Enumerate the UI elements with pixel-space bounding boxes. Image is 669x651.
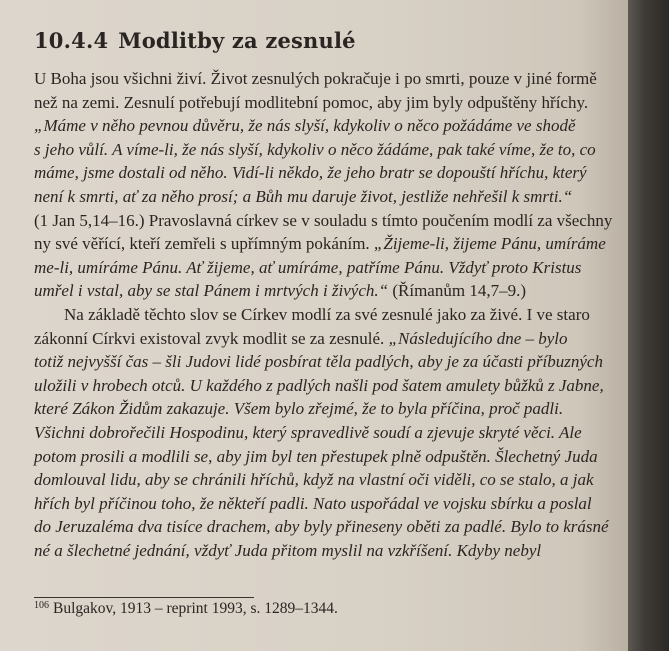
quoted-scripture: hřích byl příčinou toho, že někteří padli. Nato uspořádal ve vojsku sbírku a poslal	[34, 493, 592, 513]
text-line	[34, 138, 628, 162]
footnote-number: 106	[34, 600, 49, 611]
book-gutter-shadow	[628, 0, 669, 651]
quoted-scripture: „Žijeme-li, žijeme Pánu, umíráme	[373, 234, 606, 254]
quoted-scripture: me-li, umíráme Pánu. Ať žijeme, ať umíráme, patříme Pánu. Vždyť proto Kristus	[34, 257, 582, 277]
body-text	[34, 67, 628, 562]
quoted-scripture: né a šlechetné jednání, vždyť Juda přitom myslil na vzkříšení. Kdyby nebyl	[34, 540, 542, 560]
quoted-scripture: máme, jsme dostali od něho. Vidí-li někdo, že jeho bratr se dopouští hříchu, který	[34, 163, 587, 183]
quoted-scripture: do Jeruzaléma dva tisíce drachem, aby byly přineseny oběti za padlé. Bylo to krásné	[34, 517, 609, 537]
quoted-scripture: uložili v hrobech otců. U každého z padlých našli pod šatem amulety bůžků z Jabne,	[34, 375, 604, 395]
quoted-scripture: které Zákon Židům zakazuje. Všem bylo zřejmé, že to byla příčina, proč padli.	[34, 399, 564, 419]
text-line	[34, 114, 628, 138]
text-line	[34, 161, 628, 185]
footnote-divider	[34, 597, 254, 598]
quoted-scripture: umřel i vstal, aby se stal Pánem i mrtvých i živých.“	[34, 281, 389, 301]
text-run: (1 Jan 5,14–16.) Pravoslavná církev se v souladu s tímto poučením modlí za všechny	[34, 210, 613, 230]
footnote	[34, 600, 338, 618]
text-line	[34, 350, 628, 374]
quoted-scripture: domlouval lidu, aby se chránili hříchů, když na vlastní oči viděli, co se stalo, a jak	[34, 470, 594, 490]
text-line	[34, 209, 628, 233]
text-line	[34, 468, 628, 492]
section-number: 10.4.4	[34, 28, 109, 53]
text-line	[34, 515, 628, 539]
quoted-scripture: potom prosili a modlili se, aby jim byl ten přestupek plně odpuštěn. Šlechetný Juda	[34, 446, 598, 466]
text-run: ny své věřící, kteří zemřeli s upřímným pokáním.	[34, 234, 374, 254]
text-line	[34, 374, 628, 398]
text-line	[34, 397, 628, 421]
text-run: Na základě těchto slov se Církev modlí za své zesnulé jako za živé. I ve staro	[64, 304, 590, 324]
paragraph	[34, 303, 628, 563]
text-line	[34, 327, 628, 351]
footnote-text: Bulgakov, 1913 – reprint 1993, s. 1289–1344.	[53, 600, 338, 617]
quoted-scripture: „Máme v něho pevnou důvěru, že nás slyší, kdykoliv o něco požádáme ve shodě	[34, 116, 576, 136]
page-content	[34, 28, 628, 562]
quoted-scripture: s jeho vůlí. A víme-li, že nás slyší, kdykoliv o něco žádáme, pak také víme, že to, co	[34, 139, 596, 159]
text-line	[34, 539, 628, 563]
text-line	[34, 185, 628, 209]
text-line	[34, 279, 628, 303]
text-run: zákonní Církvi existoval zvyk modlit se za zesnulé.	[34, 328, 389, 348]
text-line	[34, 67, 628, 91]
text-line	[34, 492, 628, 516]
quoted-scripture: totiž nejvyšší čas – šli Judovi lidé posbírat těla padlých, aby je za účasti příbuzných	[34, 352, 603, 372]
paragraph	[34, 67, 628, 303]
quoted-scripture: není k smrti, ať za něho prosí; a Bůh mu daruje život, jestliže nehřešil k smrti.“	[34, 186, 573, 206]
text-run: (Římanům 14,7–9.)	[388, 281, 526, 301]
text-line	[34, 421, 628, 445]
section-heading	[34, 28, 628, 53]
text-line	[34, 445, 628, 469]
text-run: než na zemi. Zesnulí potřebují modlitební pomoc, aby jim byly odpuštěny hříchy.	[34, 92, 589, 112]
text-line	[34, 232, 628, 256]
quoted-scripture: Všichni dobrořečili Hospodinu, který spravedlivě soudí a zjevuje skryté věci. Ale	[34, 422, 582, 442]
text-line	[34, 91, 628, 115]
quoted-scripture: „Následujícího dne – bylo	[388, 328, 568, 348]
text-line	[34, 256, 628, 280]
text-line	[34, 303, 628, 327]
section-title: Modlitby za zesnulé	[118, 28, 356, 53]
text-run: U Boha jsou všichni živí. Život zesnulých pokračuje i po smrti, pouze v jiné formě	[34, 69, 597, 88]
